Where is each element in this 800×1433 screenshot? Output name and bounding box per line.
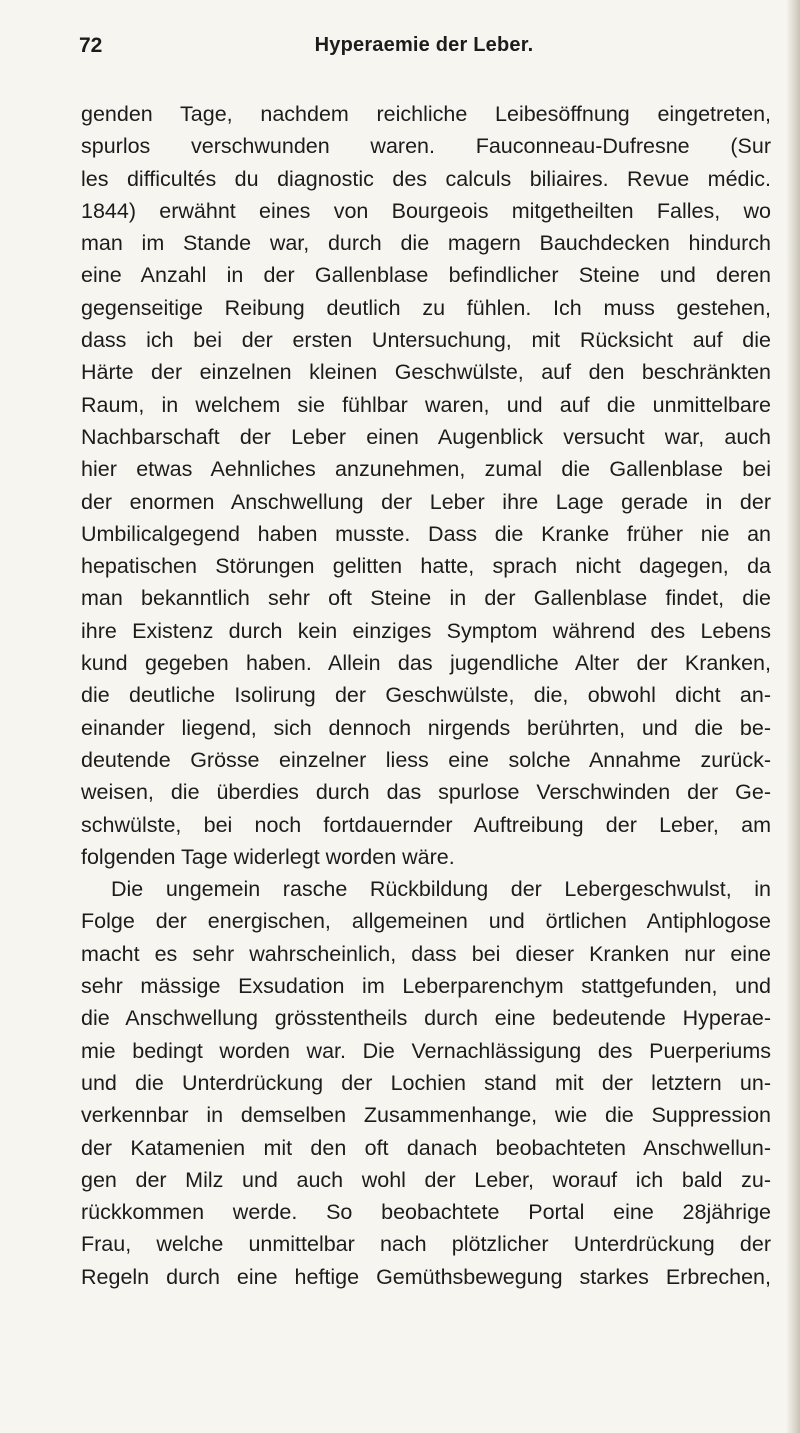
text-line: mie bedingt worden war. Die Vernachlässigung des Puerperiums [81, 1038, 771, 1063]
text-line: gen der Milz und auch wohl der Leber, worauf ich bald zu- [81, 1167, 771, 1192]
page-number: 72 [79, 34, 103, 57]
page-edge-shadow [786, 0, 800, 1433]
text-line: ihre Existenz durch kein einziges Symptom während des Lebens [81, 618, 771, 643]
running-title: Hyperaemie der Leber. [314, 34, 534, 56]
text-line: hepatischen Störungen gelitten hatte, sprach nicht dagegen, da [81, 554, 771, 579]
text-line: les difficultés du diagnostic des calculs biliaires. Revue médic. [81, 166, 771, 191]
text-line: weisen, die überdies durch das spurlose Verschwinden der Ge- [81, 780, 771, 805]
text-line: verkennbar in demselben Zusammenhange, wie die Suppression [81, 1103, 771, 1128]
text-line: Umbilicalgegend haben musste. Dass die Kranke früher nie an [81, 521, 771, 546]
text-line: schwülste, bei noch fortdauernder Auftreibung der Leber, am [81, 812, 771, 837]
text-line: hier etwas Aehnliches anzunehmen, zumal die Gallenblase bei [81, 457, 771, 482]
text-line: 1844) erwähnt eines von Bourgeois mitgetheilten Falles, wo [81, 198, 771, 223]
text-line: die Anschwellung grösstentheils durch eine bedeutende Hyperae- [81, 1006, 771, 1031]
text-line: genden Tage, nachdem reichliche Leibesöffnung eingetreten, [81, 102, 771, 126]
text-line: der enormen Anschwellung der Leber ihre Lage gerade in der [81, 489, 771, 514]
text-line: eine Anzahl in der Gallenblase befindlicher Steine und deren [81, 263, 771, 288]
text-line: Härte der einzelnen kleinen Geschwülste, auf den beschränkten [81, 360, 771, 385]
text-line: die deutliche Isolirung der Geschwülste, die, obwohl dicht an- [81, 683, 771, 708]
text-line: Regeln durch eine heftige Gemüthsbewegung starkes Erbrechen, [81, 1264, 771, 1289]
text-line: man bekanntlich sehr oft Steine in der Gallenblase findet, die [81, 586, 771, 611]
text-line: und die Unterdrückung der Lochien stand mit der letztern un- [81, 1070, 771, 1095]
text-line: kund gegeben haben. Allein das jugendliche Alter der Kranken, [81, 651, 771, 676]
text-line: gegenseitige Reibung deutlich zu fühlen. Ich muss gestehen, [81, 295, 771, 320]
text-line: man im Stande war, durch die magern Bauchdecken hindurch [81, 231, 771, 256]
text-line: einander liegend, sich dennoch nirgends berührten, und die be- [81, 715, 771, 740]
body-text [81, 98, 771, 1293]
text-line: Folge der energischen, allgemeinen und örtlichen Antiphlogose [81, 909, 771, 934]
text-line: Nachbarschaft der Leber einen Augenblick versucht war, auch [81, 424, 771, 449]
text-line: rückkommen werde. So beobachtete Portal eine 28jährige [81, 1200, 771, 1225]
text-line: sehr mässige Exsudation im Leberparenchym stattgefunden, und [81, 974, 771, 999]
text-line-paragraph-end: folgenden Tage widerlegt worden wäre. [81, 844, 455, 869]
text-line: deutende Grösse einzelner liess eine solche Annahme zurück- [81, 747, 771, 772]
text-line: spurlos verschwunden waren. Fauconneau-Dufresne (Sur [81, 134, 771, 159]
text-line: der Katamenien mit den oft danach beobachteten Anschwellun- [81, 1135, 771, 1160]
text-line: Frau, welche unmittelbar nach plötzlicher Unterdrückung der [81, 1232, 771, 1257]
text-line: dass ich bei der ersten Untersuchung, mit Rücksicht auf die [81, 328, 771, 353]
text-line: Raum, in welchem sie fühlbar waren, und auf die unmittelbare [81, 392, 771, 417]
text-line-paragraph-start: Die ungemein rasche Rückbildung der Lebergeschwulst, in [111, 877, 771, 902]
page-header [79, 34, 769, 60]
text-line: macht es sehr wahrscheinlich, dass bei dieser Kranken nur eine [81, 941, 771, 966]
